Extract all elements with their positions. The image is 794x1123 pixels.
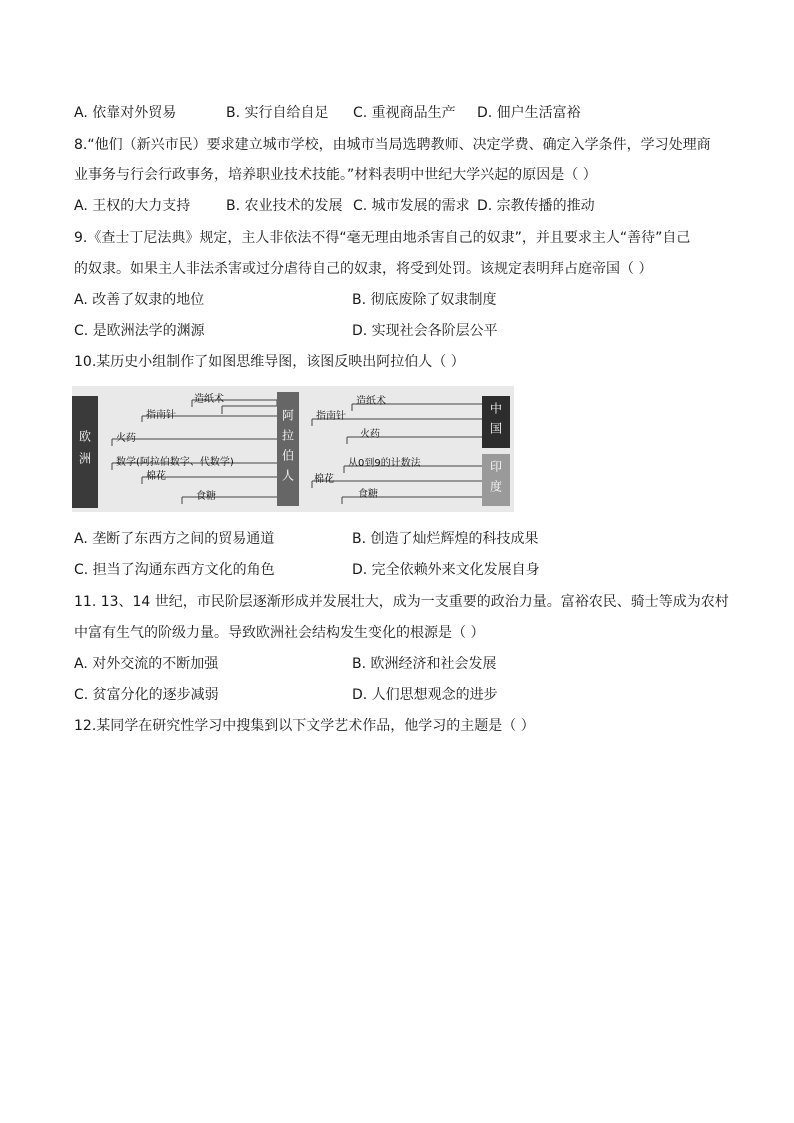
arab-block xyxy=(277,392,299,506)
q8-option-d[interactable]: D. 宗教传播的推动 xyxy=(477,198,595,214)
india-label: 印度 xyxy=(488,460,503,500)
right-item-gunpowder: 火药 xyxy=(360,429,380,440)
q8-option-b[interactable]: B. 农业技术的发展 xyxy=(226,198,343,214)
right-item-compass: 指南针 xyxy=(316,411,346,422)
right-item-papermaking: 造纸术 xyxy=(356,396,386,407)
left-item-math: 数学(阿拉伯数字、代数学) xyxy=(116,457,234,468)
europe-block xyxy=(72,396,98,508)
right-item-cotton: 棉花 xyxy=(314,474,334,485)
q9-option-b[interactable]: B. 彻底废除了奴隶制度 xyxy=(352,292,497,308)
india-block xyxy=(482,454,510,506)
arab-label: 阿拉伯人 xyxy=(280,409,295,489)
q11-option-d[interactable]: D. 人们思想观念的进步 xyxy=(352,687,498,703)
mind-map-figure xyxy=(72,386,514,512)
q10-option-a[interactable]: A. 垄断了东西方之间的贸易通道 xyxy=(74,531,275,547)
q11-option-b[interactable]: B. 欧洲经济和社会发展 xyxy=(352,656,497,672)
q11-stem-line2: 中富有生气的阶级力量。导致欧洲社会结构发生变化的根源是（ ） xyxy=(74,625,485,641)
left-item-gunpowder: 火药 xyxy=(116,433,136,444)
q7-option-d[interactable]: D. 佃户生活富裕 xyxy=(477,105,581,121)
left-item-compass: 指南针 xyxy=(146,410,176,421)
q8-option-c[interactable]: C. 城市发展的需求 xyxy=(353,198,470,214)
right-item-numerals: 从0到9的计数法 xyxy=(348,458,421,469)
europe-label: 欧洲 xyxy=(77,430,92,474)
china-block xyxy=(482,396,510,448)
q10-option-d[interactable]: D. 完全依赖外来文化发展自身 xyxy=(352,562,540,578)
q9-stem-line1: 9.《查士丁尼法典》规定，主人非依法不得“毫无理由地杀害自己的奴隶”，并且要求主人“善待”自己 xyxy=(74,230,691,246)
q11-stem-line1: 11. 13、14 世纪，市民阶层逐渐形成并发展壮大，成为一支重要的政治力量。富裕农民、骑士等成为农村 xyxy=(74,594,729,610)
q7-option-a[interactable]: A. 依靠对外贸易 xyxy=(74,105,177,121)
left-item-sugar: 食糖 xyxy=(196,491,216,502)
q11-option-c[interactable]: C. 贫富分化的逐步减弱 xyxy=(74,687,219,703)
left-item-cotton: 棉花 xyxy=(146,471,166,482)
right-item-sugar: 食糖 xyxy=(358,489,378,500)
china-label: 中国 xyxy=(488,402,503,442)
q9-option-c[interactable]: C. 是欧洲法学的渊源 xyxy=(74,323,205,339)
q11-option-a[interactable]: A. 对外交流的不断加强 xyxy=(74,656,219,672)
q8-stem-line1: 8.“他们（新兴市民）要求建立城市学校，由城市当局选聘教师、决定学费、确定入学条件，学习处理商 xyxy=(74,137,711,153)
q10-option-b[interactable]: B. 创造了灿烂辉煌的科技成果 xyxy=(352,531,539,547)
q10-stem: 10.某历史小组制作了如图思维导图，该图反映出阿拉伯人（ ） xyxy=(74,354,465,370)
q7-option-b[interactable]: B. 实行自给自足 xyxy=(226,105,329,121)
q7-option-c[interactable]: C. 重视商品生产 xyxy=(353,105,456,121)
q9-option-d[interactable]: D. 实现社会各阶层公平 xyxy=(352,323,498,339)
q9-stem-line2: 的奴隶。如果主人非法杀害或过分虐待自己的奴隶，将受到处罚。该规定表明拜占庭帝国（ ） xyxy=(74,261,653,277)
q10-option-c[interactable]: C. 担当了沟通东西方文化的角色 xyxy=(74,562,275,578)
left-item-papermaking: 造纸术 xyxy=(194,394,224,405)
q8-option-a[interactable]: A. 王权的大力支持 xyxy=(74,198,191,214)
q9-option-a[interactable]: A. 改善了奴隶的地位 xyxy=(74,292,205,308)
q8-stem-line2: 业事务与行会行政事务，培养职业技术技能。”材料表明中世纪大学兴起的原因是（ ） xyxy=(74,167,597,183)
q12-stem: 12.某同学在研究性学习中搜集到以下文学艺术作品，他学习的主题是（ ） xyxy=(74,718,535,734)
